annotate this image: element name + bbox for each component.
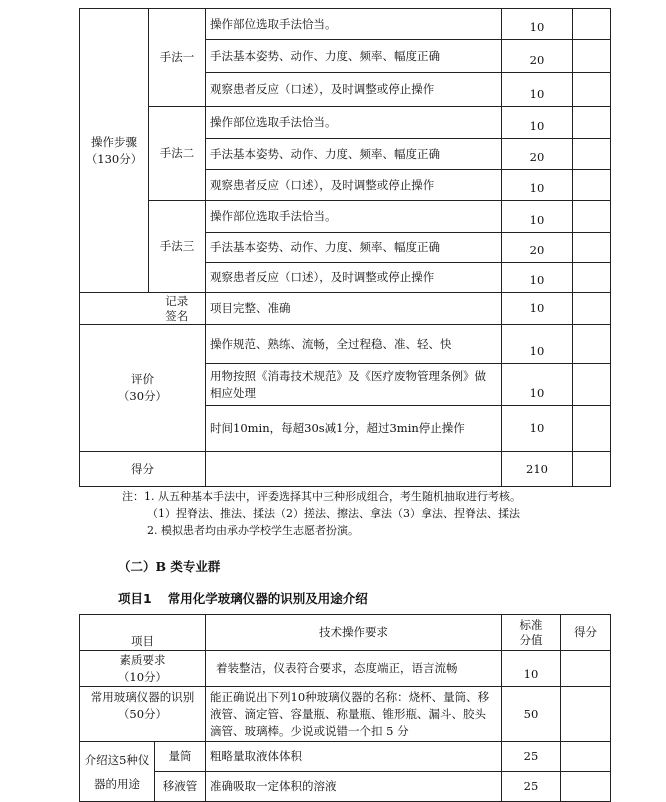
row-score: 10 [502,651,561,687]
method-item-score: 10 [502,107,573,139]
row-item-cell [80,687,206,742]
note-line: 注：1. 从五种基本手法中，评委选择其中三种形成组合，考生随机抽取进行考核。 [122,490,521,503]
table-row [80,107,611,139]
record-text: 项目完整、准确 [206,293,502,325]
row-text: 着装整洁，仪表符合要求，态度端正，语言流畅 [206,651,502,687]
blank-cell [573,40,611,73]
table-row [80,325,611,364]
method-item-text: 手法基本姿势、动作、力度、频率、幅度正确 [206,40,502,73]
row-item: 素质要求 [119,652,166,667]
sub-row-score: 25 [502,742,561,772]
sub-row-text: 粗略量取液体体积 [206,742,502,772]
eval-item-score: 10 [502,364,573,406]
blank-cell [573,406,611,452]
record-label: 记录签名 [149,293,206,325]
blank-cell [561,651,611,687]
total-score: 210 [502,452,573,487]
method-item-text: 观察患者反应（口述），及时调整或停止操作 [206,170,502,201]
method-item-score: 20 [502,40,573,73]
blank-cell [561,687,611,742]
method-item-text: 操作部位选取手法恰当。 [206,107,502,139]
blank-cell [573,452,611,487]
blank-cell [206,452,502,487]
project-heading [118,589,368,607]
assessment-table [79,8,611,487]
blank-cell [561,772,611,802]
method-item-score: 10 [502,201,573,233]
table-header-row [80,615,611,651]
section-title: （二）B 类专业群 [118,559,221,574]
method-item-text: 观察患者反应（口述），及时调整或停止操作 [206,73,502,107]
eval-item-text: 操作规范、熟练、流畅，全过程稳、准、轻、快 [206,325,502,364]
eval-label-cell [80,325,206,452]
row-points: （50分） [117,707,168,721]
eval-item-score: 10 [502,325,573,364]
blank-cell [573,107,611,139]
notes [122,488,612,539]
note-line: （1）捏脊法、推法、揉法（2）搓法、擦法、拿法（3）拿法、捏脊法、揉法 [147,507,520,520]
table-row [80,293,611,325]
header-standard: 标准分值 [502,615,561,651]
total-label: 得分 [80,452,206,487]
sub-row-name: 移液管 [155,772,206,802]
method-name: 手法一 [149,9,206,107]
method-item-score: 10 [502,73,573,107]
method-item-text: 手法基本姿势、动作、力度、频率、幅度正确 [206,139,502,170]
method-item-text: 手法基本姿势、动作、力度、频率、幅度正确 [206,233,502,263]
table-row [80,772,611,802]
sub-row-score: 25 [502,772,561,802]
blank-cell [573,170,611,201]
row-points: （10分） [117,669,168,684]
sub-row-name: 量筒 [155,742,206,772]
blank-cell [573,201,611,233]
blank-cell [561,742,611,772]
method-name: 手法三 [149,201,206,293]
table-row [80,687,611,742]
method-item-score: 10 [502,263,573,293]
blank-cell [573,233,611,263]
blank-cell [573,325,611,364]
steps-points: （130分） [85,151,143,166]
sub-row-text: 准确吸取一定体积的溶液 [206,772,502,802]
header-item: 项目 [80,615,206,651]
header-requirement: 技术操作要求 [206,615,502,651]
eval-item-score: 10 [502,406,573,452]
row-score: 50 [502,687,561,742]
row-item: 常用玻璃仪器的识别 [90,690,195,704]
row-item-cell [80,651,206,687]
header-got: 得分 [561,615,611,651]
blank-cell [573,9,611,40]
blank-cell [573,263,611,293]
table-row [80,742,611,772]
table-row [80,452,611,487]
method-item-text: 操作部位选取手法恰当。 [206,9,502,40]
eval-label: 评价 [131,372,154,386]
project-number: 项目1 [118,591,152,606]
steps-label: 操作步骤 [91,134,137,149]
steps-label-cell [80,9,149,293]
method-item-text: 观察患者反应（口述），及时调整或停止操作 [206,263,502,293]
method-item-text: 操作部位选取手法恰当。 [206,201,502,233]
row-text: 能正确说出下列10种玻璃仪器的名称：烧杯、量筒、移液管、滴定管、容量瓶、称量瓶、锥形瓶、漏斗、胶头滴管、玻璃棒。少说或说错一个扣 5 分 [206,687,502,742]
table-row [80,651,611,687]
record-score: 10 [502,293,573,325]
eval-points: （30分） [117,389,168,403]
blank-cell [80,293,149,325]
group-label: 介绍这5种仪器的用途 [80,742,155,802]
blank-cell [573,364,611,406]
instrument-table [79,614,611,802]
blank-cell [573,73,611,107]
method-item-score: 10 [502,170,573,201]
eval-item-text: 时间10min，每超30s减1分，超过3min停止操作 [206,406,502,452]
method-item-score: 10 [502,9,573,40]
method-name: 手法二 [149,107,206,201]
note-line: 2. 模拟患者均由承办学校学生志愿者扮演。 [147,524,359,537]
table-row [80,201,611,233]
project-title: 常用化学玻璃仪器的识别及用途介绍 [167,591,368,606]
eval-item-text: 用物按照《消毒技术规范》及《医疗废物管理条例》做相应处理 [206,364,502,406]
method-item-score: 20 [502,233,573,263]
table-row [80,9,611,40]
blank-cell [573,293,611,325]
blank-cell [573,139,611,170]
method-item-score: 20 [502,139,573,170]
